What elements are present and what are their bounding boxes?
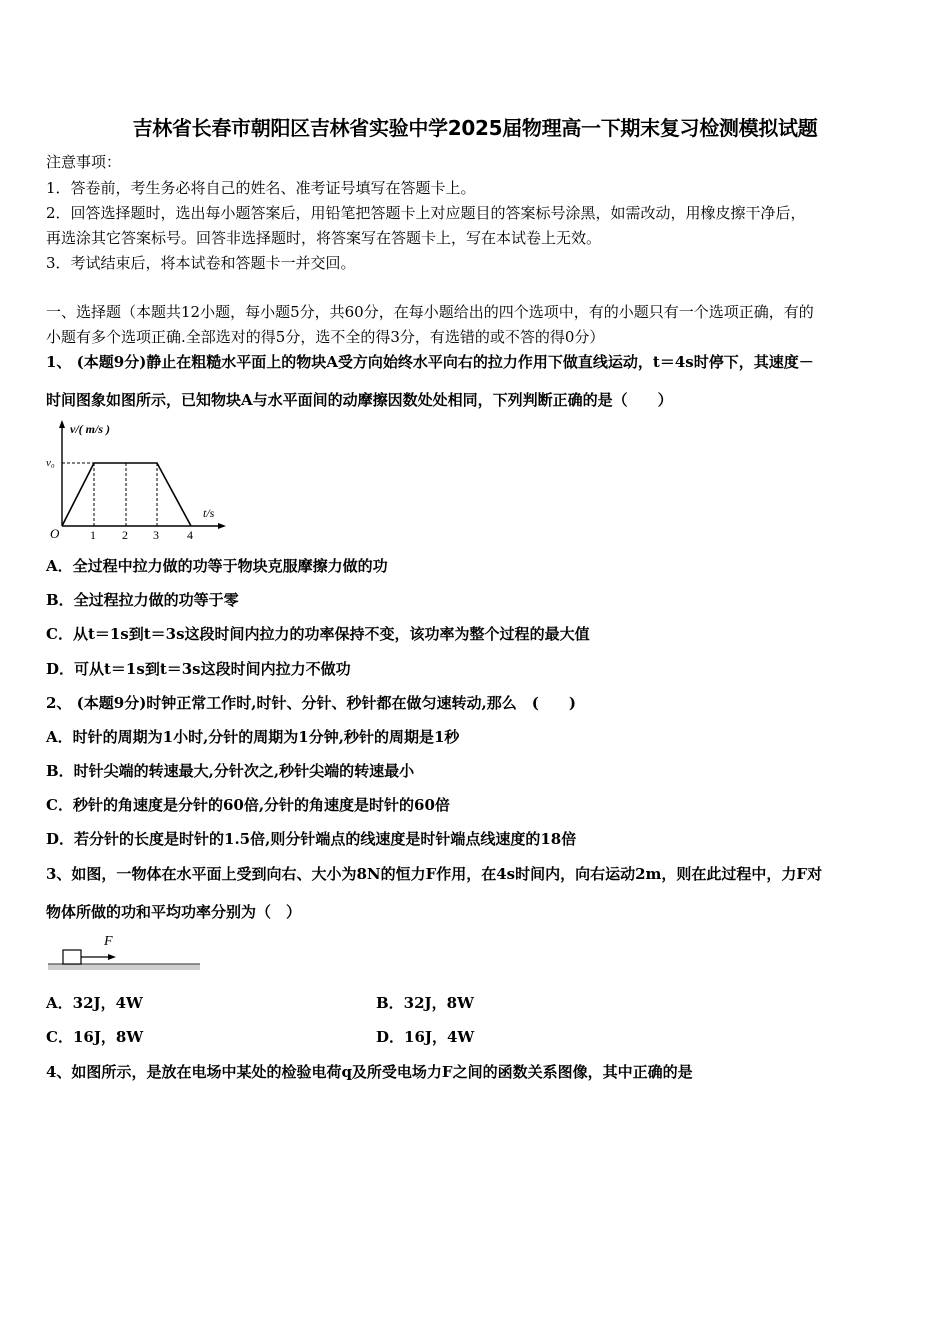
x-axis-label: t/s — [203, 506, 215, 520]
section-instructions-1: 一、选择题（本题共12小题，每小题5分，共60分，在每小题给出的四个选项中，有的小题只有一个选项正确，有的 — [46, 303, 814, 321]
q2-stem: 2、 (本题9分)时钟正常工作时,时针、分针、秒针都在做匀速转动,那么 ( ) — [46, 694, 576, 712]
q2-option-a: A．时针的周期为1小时,分针的周期为1分钟,秒针的周期是1秒 — [46, 728, 460, 746]
q3-stem-2: 物体所做的功和平均功率分别为（ ） — [46, 903, 302, 921]
note-item-2: 2．回答选择题时，选出每小题答案后，用铅笔把答题卡上对应题目的答案标号涂黑，如需改动，用橡皮擦干净后， — [46, 204, 806, 222]
q3-option-c: C．16J，8W — [46, 1028, 144, 1046]
block — [63, 950, 81, 964]
origin-label: O — [50, 526, 60, 541]
tick-label-2: 2 — [122, 528, 128, 542]
q4-stem: 4、如图所示，是放在电场中某处的检验电荷q及所受电场力F之间的函数关系图像，其中正确的是 — [46, 1063, 693, 1081]
q3-force-figure — [44, 930, 204, 978]
tick-label-4: 4 — [187, 528, 193, 542]
q1-stem-1: 1、 (本题9分)静止在粗糙水平面上的物块A受方向始终水平向右的拉力作用下做直线运动，t＝4s时停下，其速度－ — [46, 353, 814, 371]
q1-velocity-time-graph — [44, 418, 234, 542]
q1-stem-2: 时间图象如图所示，已知物块A与水平面间的动摩擦因数处处相同，下列判断正确的是（ ） — [46, 391, 673, 409]
section-instructions-2: 小题有多个选项正确.全部选对的得5分，选不全的得3分，有选错的或不答的得0分） — [46, 328, 605, 346]
q1-option-c: C．从t＝1s到t＝3s这段时间内拉力的功率保持不变，该功率为整个过程的最大值 — [46, 625, 590, 643]
force-label: F — [104, 934, 113, 949]
q3-option-a: A．32J，4W — [46, 994, 143, 1012]
q1-option-b: B．全过程拉力做的功等于零 — [46, 591, 239, 609]
notes-heading: 注意事项： — [46, 153, 122, 171]
exam-title: 吉林省长春市朝阳区吉林省实验中学2025届物理高一下期末复习检测模拟试题 — [132, 116, 818, 140]
q3-option-b: B．32J，8W — [376, 994, 474, 1012]
q3-stem-1: 3、如图，一物体在水平面上受到向右、大小为8N的恒力F作用，在4s时间内，向右运动2m，则在此过程中，力F对 — [46, 865, 823, 883]
y-axis-label: v/( m/s ) — [70, 422, 110, 436]
q1-option-a: A．全过程中拉力做的功等于物块克服摩擦力做的功 — [46, 557, 388, 575]
q2-option-b: B．时针尖端的转速最大,分针次之,秒针尖端的转速最小 — [46, 762, 415, 780]
note-item-2-cont: 再选涂其它答案标号。回答非选择题时，将答案写在答题卡上，写在本试卷上无效。 — [46, 229, 602, 247]
tick-label-1: 1 — [90, 528, 96, 542]
q2-option-d: D．若分针的长度是时针的1.5倍,则分针端点的线速度是时针端点线速度的18倍 — [46, 830, 577, 848]
note-item-3: 3．考试结束后，将本试卷和答题卡一并交回。 — [46, 254, 356, 272]
tick-label-3: 3 — [153, 528, 159, 542]
q1-option-d: D．可从t＝1s到t＝3s这段时间内拉力不做功 — [46, 660, 351, 678]
q2-option-c: C．秒针的角速度是分针的60倍,分针的角速度是时针的60倍 — [46, 796, 450, 814]
v0-label: v₀ — [46, 457, 55, 469]
note-item-1: 1．答卷前，考生务必将自己的姓名、准考证号填写在答题卡上。 — [46, 179, 476, 197]
q3-option-d: D．16J，4W — [376, 1028, 475, 1046]
force-arrow-icon — [108, 954, 116, 960]
